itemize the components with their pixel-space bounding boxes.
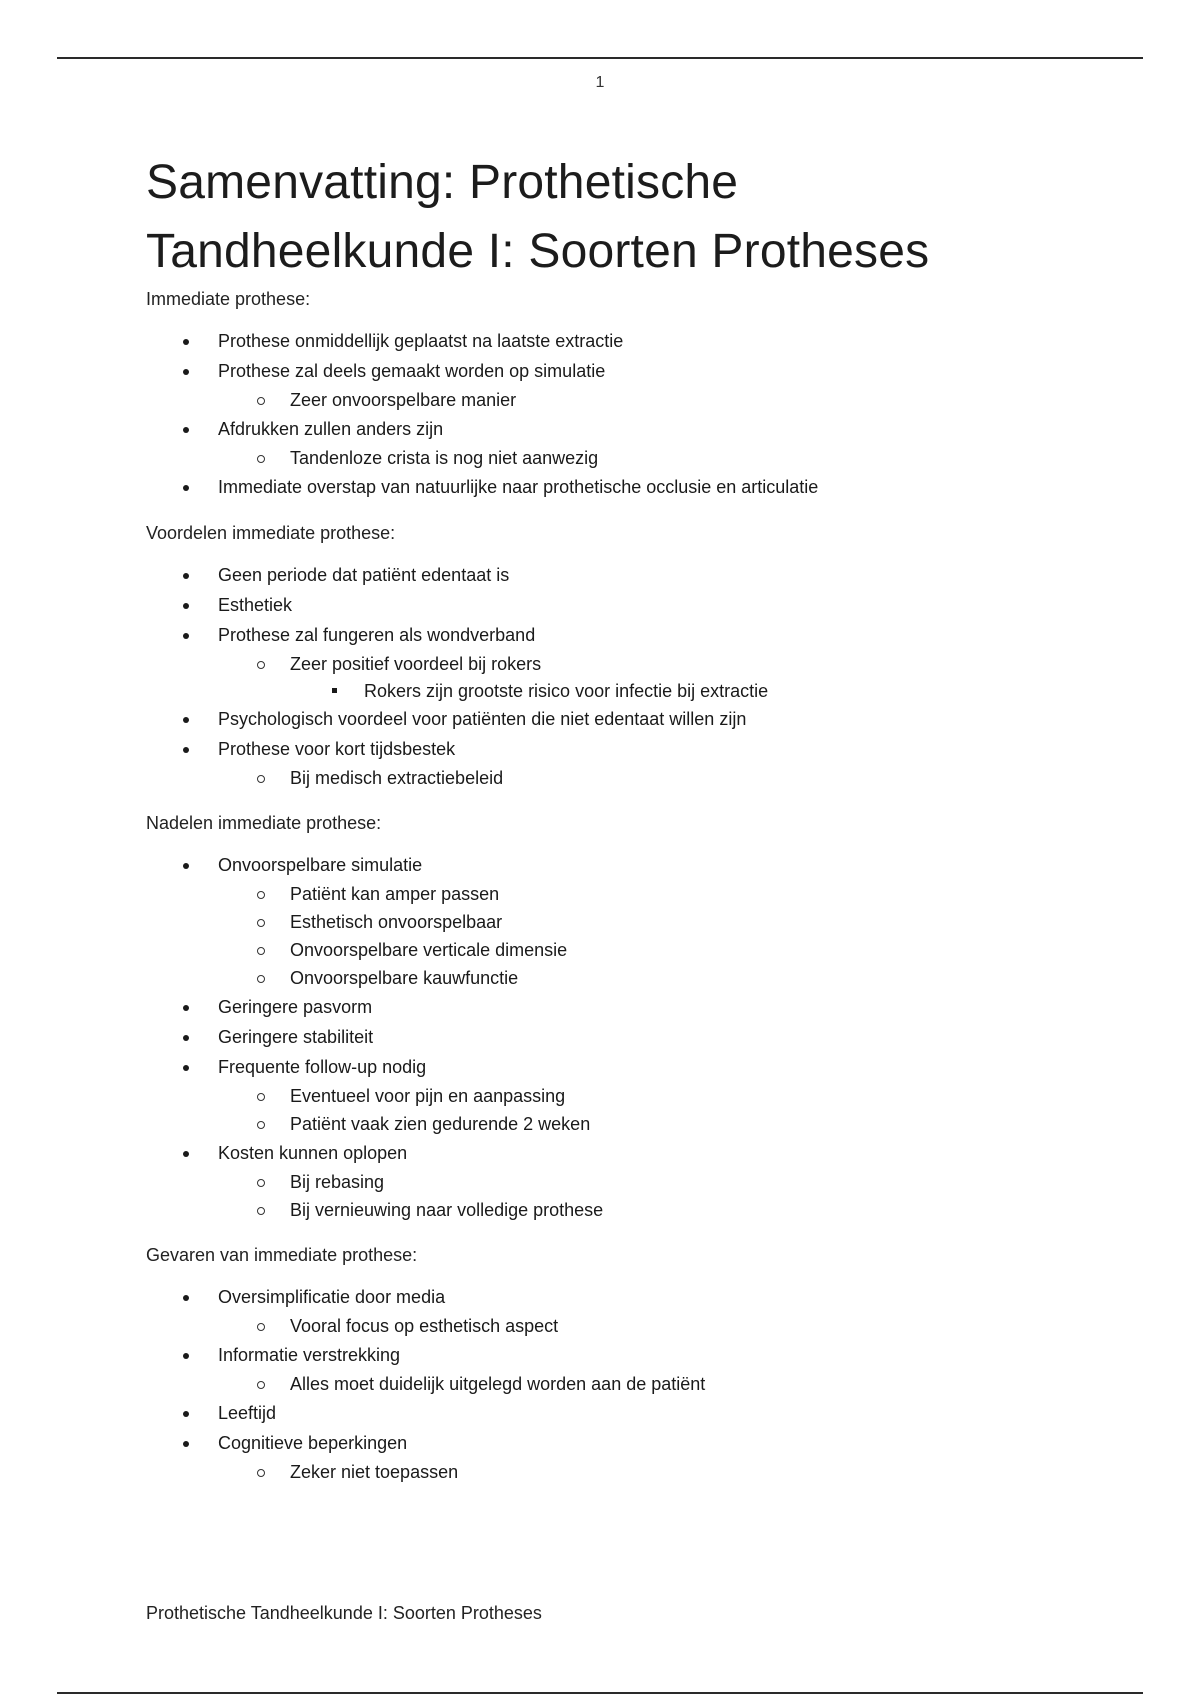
sub-list-item: Zeer onvoorspelbare manier [218,386,1106,414]
bullet-icon [183,1035,189,1041]
page-footer: Prothetische Tandheelkunde I: Soorten Protheses [146,1603,542,1623]
list-item: Geringere pasvorm [146,992,1106,1022]
circle-bullet-icon [257,1093,265,1101]
list-item: Leeftijd [146,1398,1106,1428]
circle-bullet-icon [257,1207,265,1215]
bullet-icon [183,1005,189,1011]
page-title [146,148,1106,286]
sub-list-item: Zeker niet toepassen [218,1458,1106,1486]
circle-bullet-icon [257,455,265,463]
bullet-icon [183,1353,189,1359]
bullet-icon [183,1065,189,1071]
list-item: Cognitieve beperkingen Zeker niet toepassen [146,1428,1106,1486]
bullet-icon [183,863,189,869]
list-item: Geringere stabiliteit [146,1022,1106,1052]
square-bullet-icon [332,688,337,693]
sub-list-item: Onvoorspelbare verticale dimensie [218,936,1106,964]
circle-bullet-icon [257,1469,265,1477]
document-body [146,148,1106,1486]
list-item: Psychologisch voordeel voor patiënten die niet edentaat willen zijn [146,704,1106,734]
sub-list-item: Bij vernieuwing naar volledige prothese [218,1196,1106,1224]
bullet-icon [183,427,189,433]
header-rule [57,57,1143,59]
list-voordelen [146,560,1106,792]
sub-list-item: Eventueel voor pijn en aanpassing [218,1082,1106,1110]
circle-bullet-icon [257,891,265,899]
list-item: Kosten kunnen oplopen Bij rebasing Bij vernieuwing naar volledige prothese [146,1138,1106,1224]
bullet-icon [183,1411,189,1417]
section-heading-gevaren: Gevaren van immediate prothese: [146,1245,418,1265]
section-heading-voordelen: Voordelen immediate prothese: [146,523,396,543]
title-line-1: Samenvatting: Prothetische [146,156,739,209]
circle-bullet-icon [257,1323,265,1331]
list-item: Prothese zal fungeren als wondverband Zeer positief voordeel bij rokers Rokers zijn grootste risico voor infectie bij extractie [146,620,1106,704]
title-line-2: Tandheelkunde I: Soorten Protheses [146,225,930,278]
sub-list-item: Tandenloze crista is nog niet aanwezig [218,444,1106,472]
bullet-icon [183,1295,189,1301]
sub-list-item: Zeer positief voordeel bij rokers Rokers zijn grootste risico voor infectie bij extractie [218,650,1106,704]
footer-rule [57,1692,1143,1694]
list-item: Informatie verstrekking Alles moet duidelijk uitgelegd worden aan de patiënt [146,1340,1106,1398]
list-item: Geen periode dat patiënt edentaat is [146,560,1106,590]
bullet-icon [183,1441,189,1447]
circle-bullet-icon [257,775,265,783]
circle-bullet-icon [257,975,265,983]
bullet-icon [183,339,189,345]
list-item: Onvoorspelbare simulatie Patiënt kan amper passen Esthetisch onvoorspelbaar Onvoorspelbare verticale dimensie Onvoorspelbare kauwfunctie [146,850,1106,992]
sub-list-item: Bij medisch extractiebeleid [218,764,1106,792]
list-gevaren [146,1282,1106,1486]
list-item: Afdrukken zullen anders zijn Tandenloze crista is nog niet aanwezig [146,414,1106,472]
bullet-icon [183,1151,189,1157]
bullet-icon [183,717,189,723]
list-item: Oversimplificatie door media Vooral focus op esthetisch aspect [146,1282,1106,1340]
bullet-icon [183,369,189,375]
sub-list-item: Bij rebasing [218,1168,1106,1196]
sub-list-item: Patiënt kan amper passen [218,880,1106,908]
circle-bullet-icon [257,661,265,669]
bullet-icon [183,747,189,753]
list-item: Frequente follow-up nodig Eventueel voor pijn en aanpassing Patiënt vaak zien gedurende 2 weken [146,1052,1106,1138]
circle-bullet-icon [257,397,265,405]
section-heading-nadelen: Nadelen immediate prothese: [146,813,382,833]
list-item: Esthetiek [146,590,1106,620]
bullet-icon [183,633,189,639]
circle-bullet-icon [257,947,265,955]
section-heading-immediate: Immediate prothese: [146,289,311,309]
bullet-icon [183,603,189,609]
list-nadelen [146,850,1106,1224]
circle-bullet-icon [257,1381,265,1389]
sub-list-item: Vooral focus op esthetisch aspect [218,1312,1106,1340]
sub-sub-list-item: Rokers zijn grootste risico voor infectie bij extractie [290,678,1106,704]
sub-list-item: Esthetisch onvoorspelbaar [218,908,1106,936]
sub-list-item: Patiënt vaak zien gedurende 2 weken [218,1110,1106,1138]
circle-bullet-icon [257,919,265,927]
list-item: Prothese onmiddellijk geplaatst na laatste extractie [146,326,1106,356]
bullet-icon [183,485,189,491]
sub-list-item: Onvoorspelbare kauwfunctie [218,964,1106,992]
sub-list-item: Alles moet duidelijk uitgelegd worden aan de patiënt [218,1370,1106,1398]
list-item: Prothese voor kort tijdsbestek Bij medisch extractiebeleid [146,734,1106,792]
list-immediate [146,326,1106,502]
list-item: Immediate overstap van natuurlijke naar prothetische occlusie en articulatie [146,472,1106,502]
list-item: Prothese zal deels gemaakt worden op simulatie Zeer onvoorspelbare manier [146,356,1106,414]
page-number: 1 [595,74,605,91]
bullet-icon [183,573,189,579]
circle-bullet-icon [257,1121,265,1129]
circle-bullet-icon [257,1179,265,1187]
